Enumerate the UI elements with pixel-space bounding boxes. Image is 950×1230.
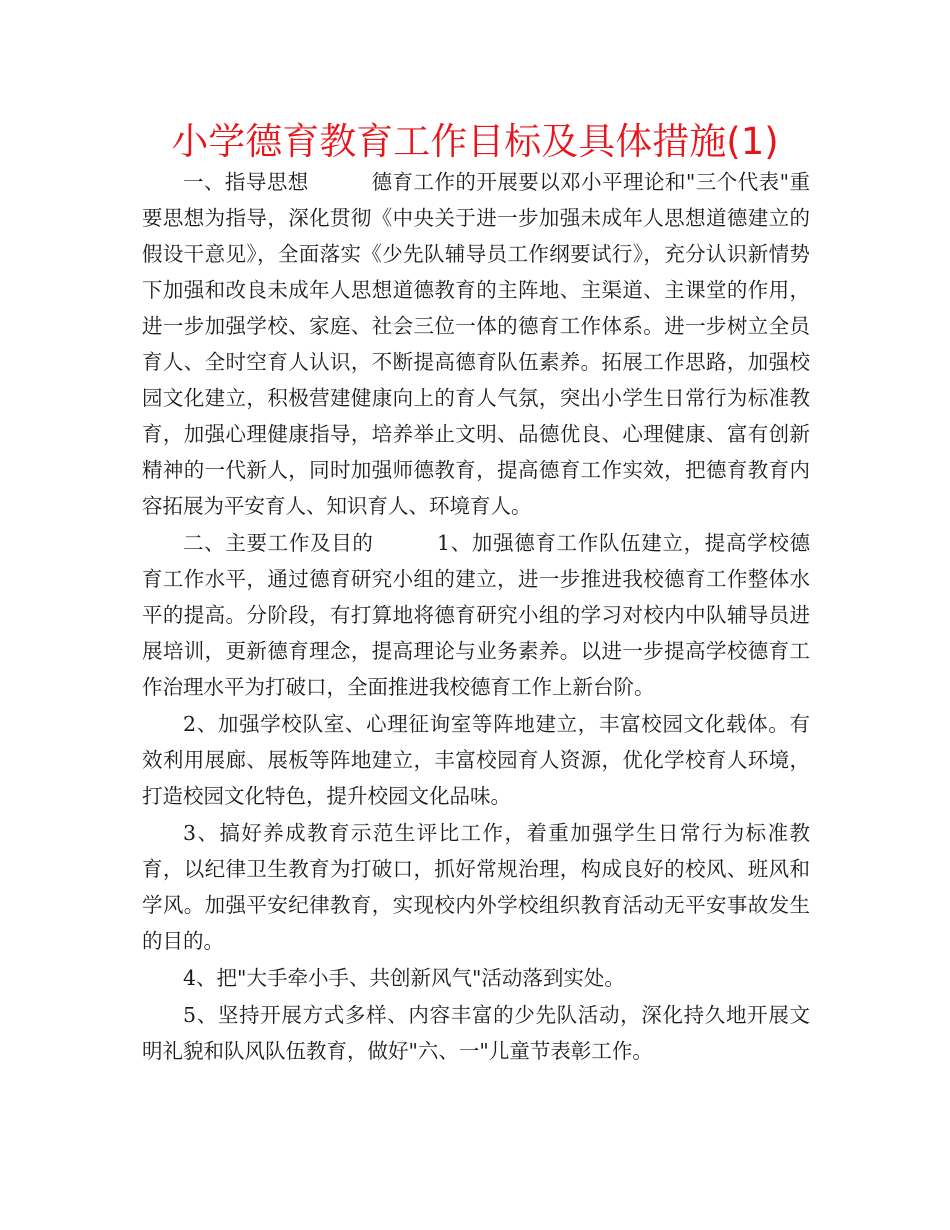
paragraph-guiding-ideology: 一、指导思想 德育工作的开展要以邓小平理论和"三个代表"重要思想为指导，深化贯彻《中央关于进一步加强未成年人思想道德建立的假设干意见》，全面落实《少先队辅导员工作纲要试行》，充分认识新情势下加强和改良未成年人思想道德教育的主阵地、主渠道、主课堂的作用，进一步加强学校、家庭、社会三位一体的德育工作体系。进一步树立全员育人、全时空育人认识，不断提高德育队伍素养。拓展工作思路，加强校园文化建立，积极营建健康向上的育人气氛，突出小学生日常行为标准教育，加强心理健康指导，培养举止文明、品德优良、心理健康、富有创新精神的一代新人，同时加强师德教育，提高德育工作实效，把德育教育内容拓展为平安育人、知识育人、环境育人。	[142, 170, 810, 518]
paragraph-item-2: 2、加强学校队室、心理征询室等阵地建立，丰富校园文化载体。有效利用展廊、展板等阵地建立，丰富校园育人资源，优化学校育人环境，打造校园文化特色，提升校园文化品味。	[142, 712, 810, 808]
paragraph-item-4: 4、把"大手牵小手、共创新风气"活动落到实处。	[183, 966, 625, 990]
paragraph-main-work: 二、主要工作及目的 1、加强德育工作队伍建立，提高学校德育工作水平，通过德育研究小组的建立，进一步推进我校德育工作整体水平的提高。分阶段，有打算地将德育研究小组的学习对校内中队辅导员进展培训，更新德育理念，提高理论与业务素养。以进一步提高学校德育工作治理水平为打破口，全面推进我校德育工作上新台阶。	[142, 531, 810, 699]
document-title: 小学德育教育工作目标及具体措施(1)	[171, 120, 779, 163]
paragraph-item-5: 5、坚持开展方式多样、内容丰富的少先队活动，深化持久地开展文明礼貌和队风队伍教育，做好"六、一"儿童节表彰工作。	[142, 1003, 810, 1063]
paragraph-item-3: 3、搞好养成教育示范生评比工作，着重加强学生日常行为标准教育，以纪律卫生教育为打破口，抓好常规治理，构成良好的校风、班风和学风。加强平安纪律教育，实现校内外学校组织教育活动无平安事故发生的目的。	[142, 821, 810, 953]
document-body	[142, 164, 810, 1069]
